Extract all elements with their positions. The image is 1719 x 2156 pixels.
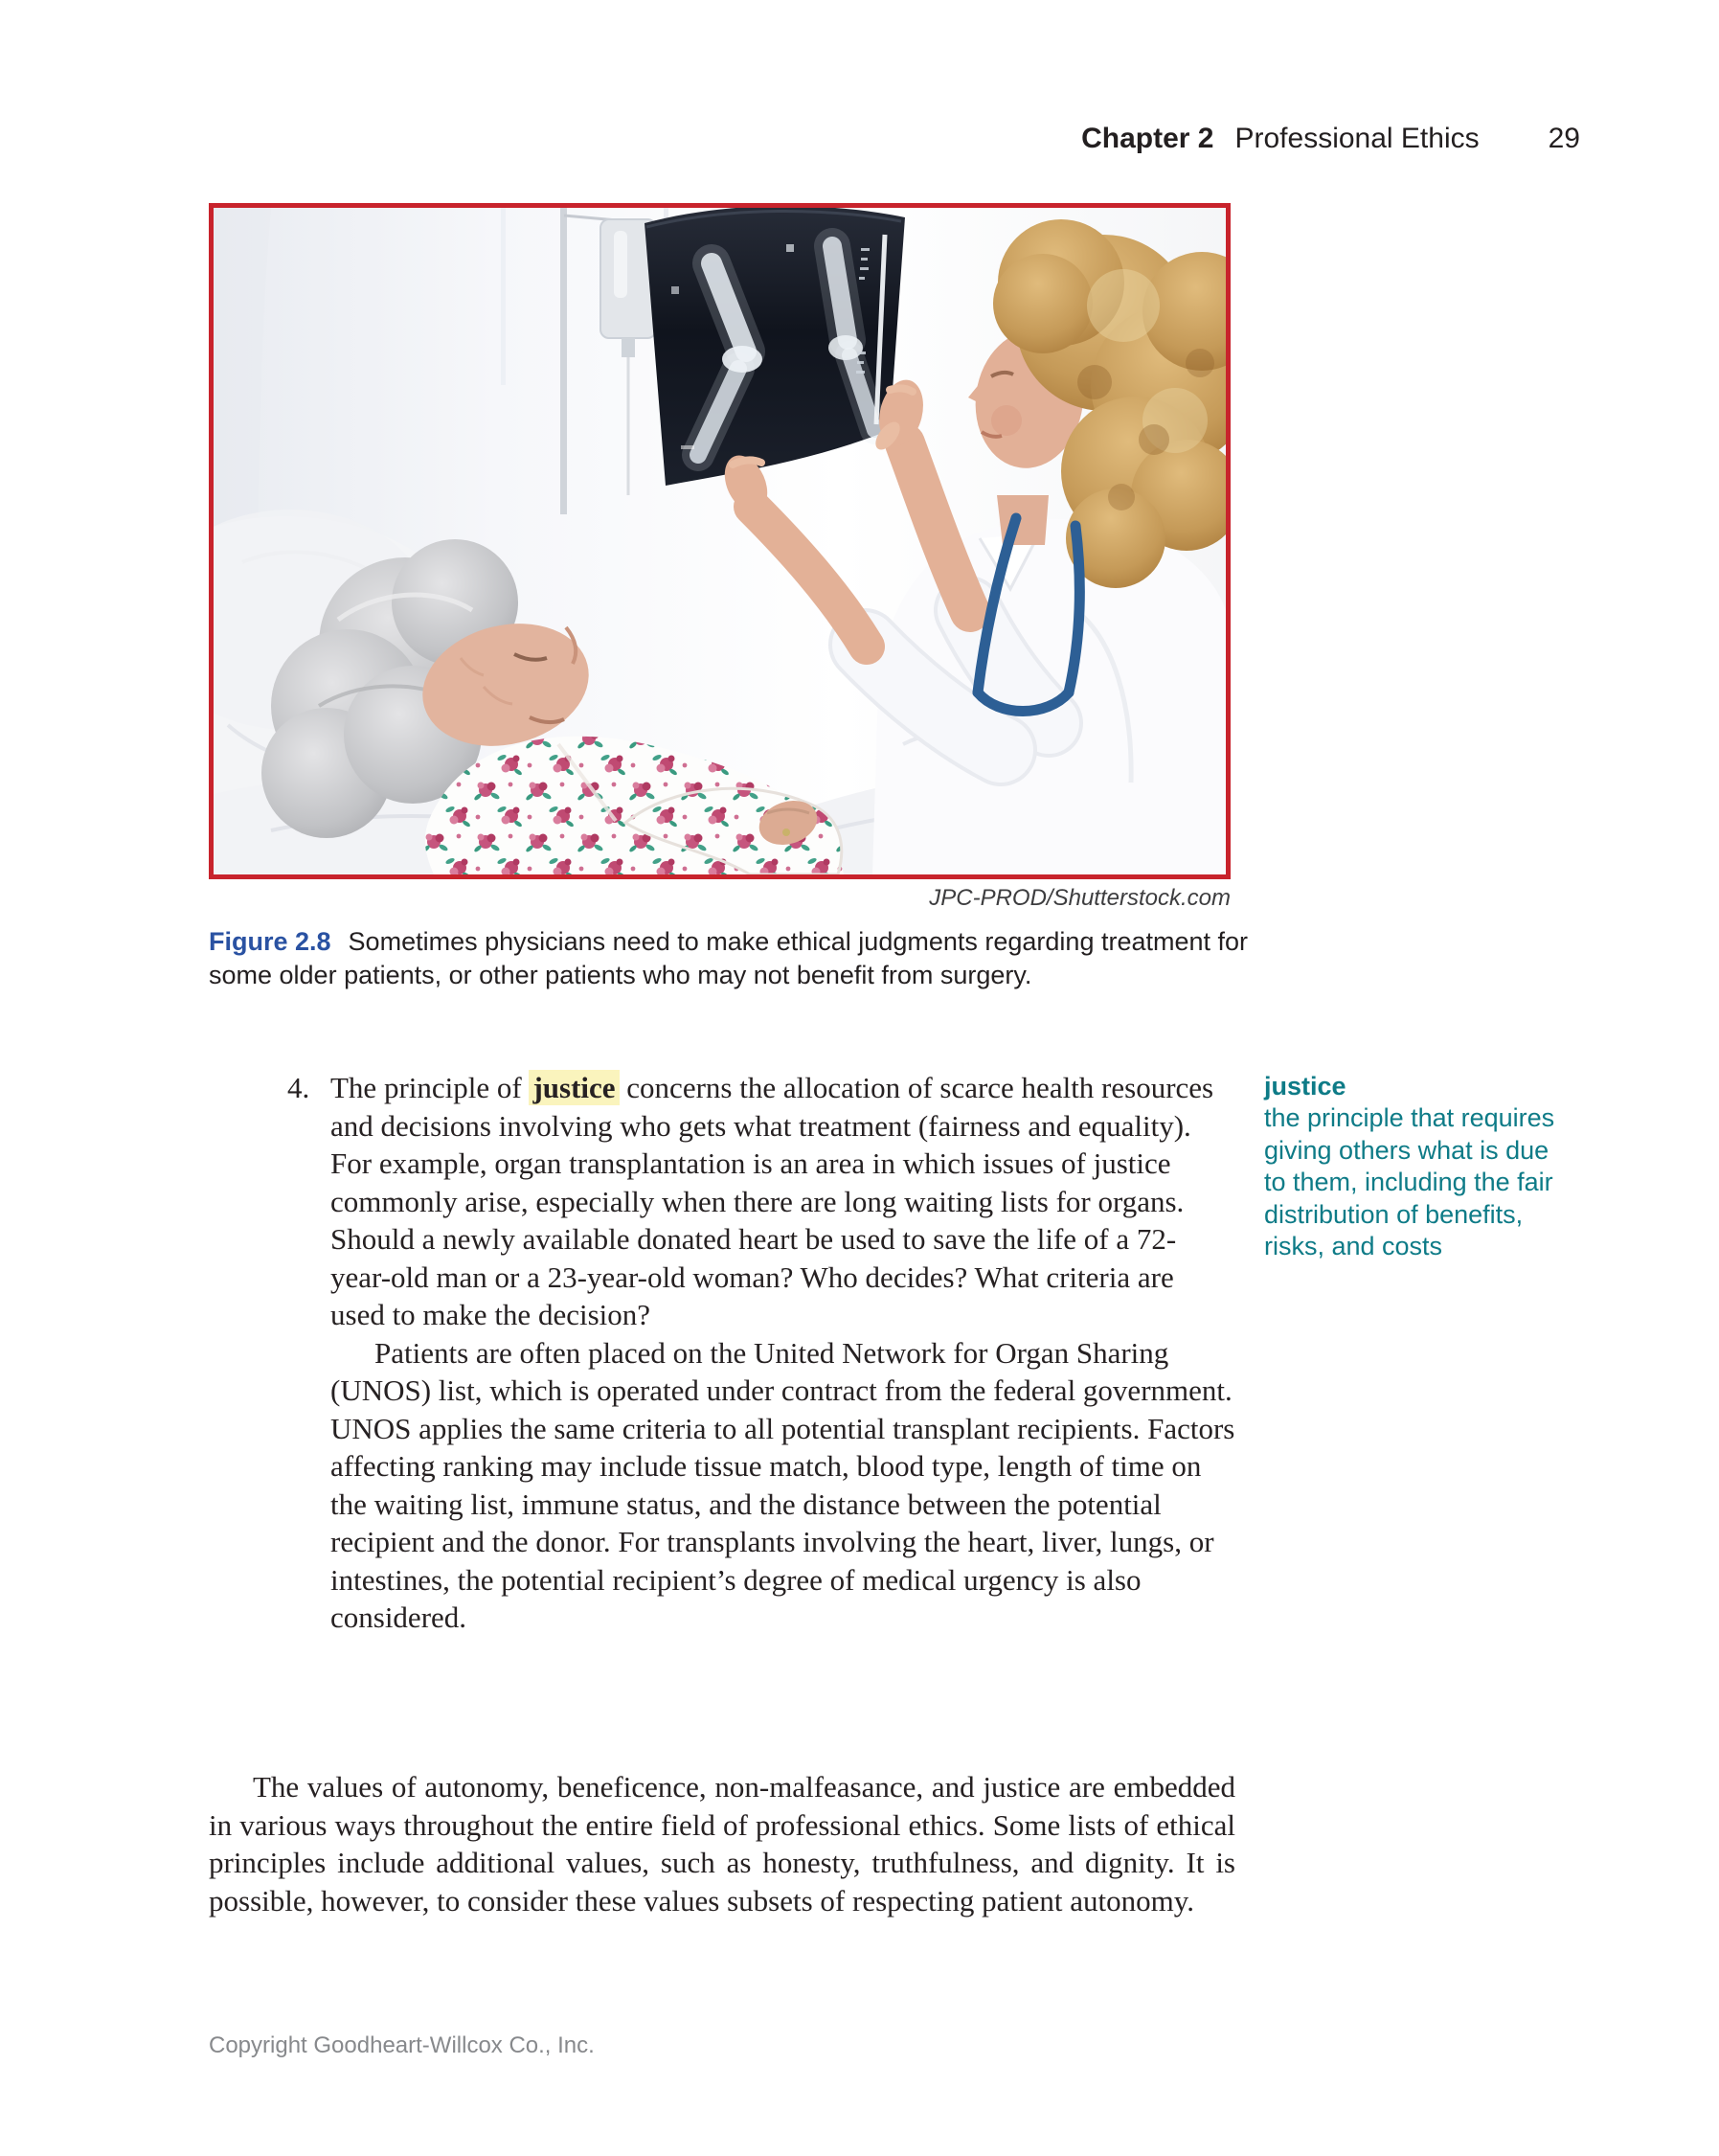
paragraph-text: The principle of bbox=[330, 1071, 530, 1104]
margin-definition bbox=[1264, 1071, 1563, 1263]
list-number: 4. bbox=[287, 1071, 310, 1104]
closing-paragraph: The values of autonomy, beneficence, non-malfeasance, and justice are embedded in various ways throughout the entire field of professional ethics. Some lists of ethical principles include additional values, such as honesty, truthfulness, and dignity. It is possible, however, to consider these values subsets of respecting patient autonomy. bbox=[209, 1770, 1235, 1918]
definition-term: justice bbox=[1264, 1072, 1346, 1101]
highlighted-keyword-justice: justice bbox=[529, 1070, 619, 1105]
running-header bbox=[1081, 123, 1580, 155]
chapter-title: Professional Ethics bbox=[1234, 123, 1480, 154]
unos-paragraph: Patients are often placed on the United Network for Organ Sharing (UNOS) list, which is operated under contract from the federal government. UNOS applies the same criteria to all potential transplant recipients. Factors affecting ranking may include tissue match, blood type, length of time on the waiting list, immune status, and the distance between the potential recipient and the donor. For transplants involving the heart, liver, lungs, or intestines, the potential recipient’s degree of medical urgency is also considered. bbox=[330, 1335, 1235, 1634]
patient-ring bbox=[782, 828, 790, 836]
figure-caption-text: Sometimes physicians need to make ethical judgments regarding treatment for some older patients, or other patients who may not benefit from surgery. bbox=[209, 927, 1249, 989]
paragraph-text: concerns the allocation of scarce health resources and decisions involving who gets what treatment (fairness and equality). For example, organ transplantation is an area in which issues of justice commonly arise, especially when there are long waiting lists for organs. Should a newly available donated heart be used to save the life of a 72-year-old man or a 23-year-old woman? Who decides? What criteria are used to make the decision? bbox=[330, 1071, 1214, 1331]
justice-paragraph bbox=[330, 1069, 1235, 1334]
window-frame-line bbox=[501, 208, 506, 385]
figure-photo bbox=[209, 203, 1231, 879]
figure-caption bbox=[209, 925, 1262, 992]
page-number: 29 bbox=[1548, 123, 1580, 154]
figure-label: Figure 2.8 bbox=[209, 927, 331, 956]
copyright-notice: Copyright Goodheart-Willcox Co., Inc. bbox=[209, 2032, 595, 2058]
numbered-list-item-4 bbox=[287, 1069, 1235, 1637]
photo-illustration bbox=[214, 208, 1226, 874]
photo-credit: JPC-PROD/Shutterstock.com bbox=[929, 885, 1231, 911]
definition-text: the principle that requires giving others what is due to them, including the fair distribution of benefits, risks, and costs bbox=[1264, 1103, 1555, 1260]
chapter-label: Chapter 2 bbox=[1081, 123, 1214, 154]
